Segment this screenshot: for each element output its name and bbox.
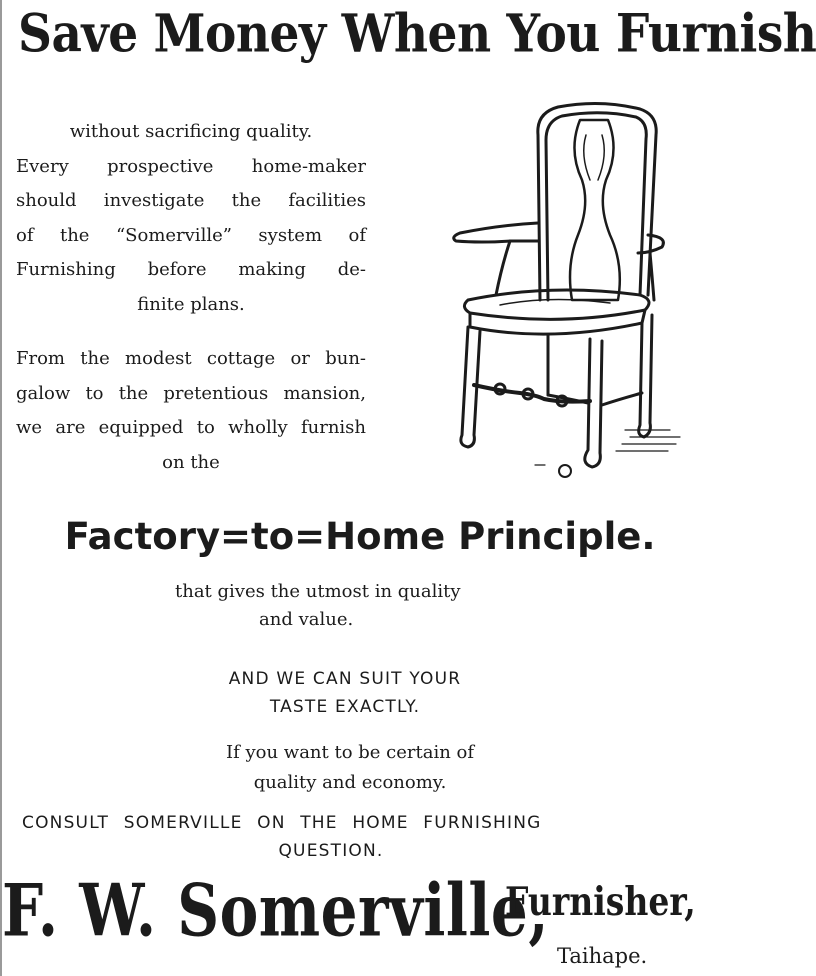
signature-name: F. W. Somerville, [2,868,550,953]
principle-heading: Factory=to=Home Principle. [64,515,656,558]
consult-line: QUESTION. [278,841,384,861]
intro-line: of the “Somerville” system of [16,224,366,246]
range-line: on the [162,451,220,473]
certain-line: quality and economy. [253,772,447,793]
certain-line: If you want to be certain of [225,742,475,763]
signature-town: Taihape. [557,944,648,968]
gives-line: and value. [259,609,354,630]
range-line: From the modest cottage or bun- [16,348,366,369]
intro-text [16,115,366,480]
range-line: we are equipped to wholly furnish [16,417,366,438]
intro-line: Furnishing before making de- [16,259,366,280]
signature-block [2,868,702,976]
headline: Save Money When You Furnish [18,3,816,65]
intro-line: Every prospective home-maker [16,155,366,177]
gives-text [175,578,525,634]
range-line: galow to the pretentious mansion, [16,382,366,404]
intro-line: should investigate the facilities [16,190,366,211]
suit-text [130,665,560,721]
gives-line: that gives the utmost in quality [175,581,461,602]
page-edge [0,0,2,976]
intro-line: finite plans. [137,293,245,315]
certain-text [150,738,550,798]
intro-line: without sacrificing quality. [69,121,313,142]
suit-line: AND WE CAN SUIT YOUR [228,669,462,689]
chair-illustration [440,95,685,490]
consult-line: CONSULT SOMERVILLE ON THE HOME FURNISHING [22,813,542,833]
suit-line: TASTE EXACTLY. [269,697,421,717]
signature-title: Furnisher, [505,878,696,925]
consult-text [22,809,690,865]
